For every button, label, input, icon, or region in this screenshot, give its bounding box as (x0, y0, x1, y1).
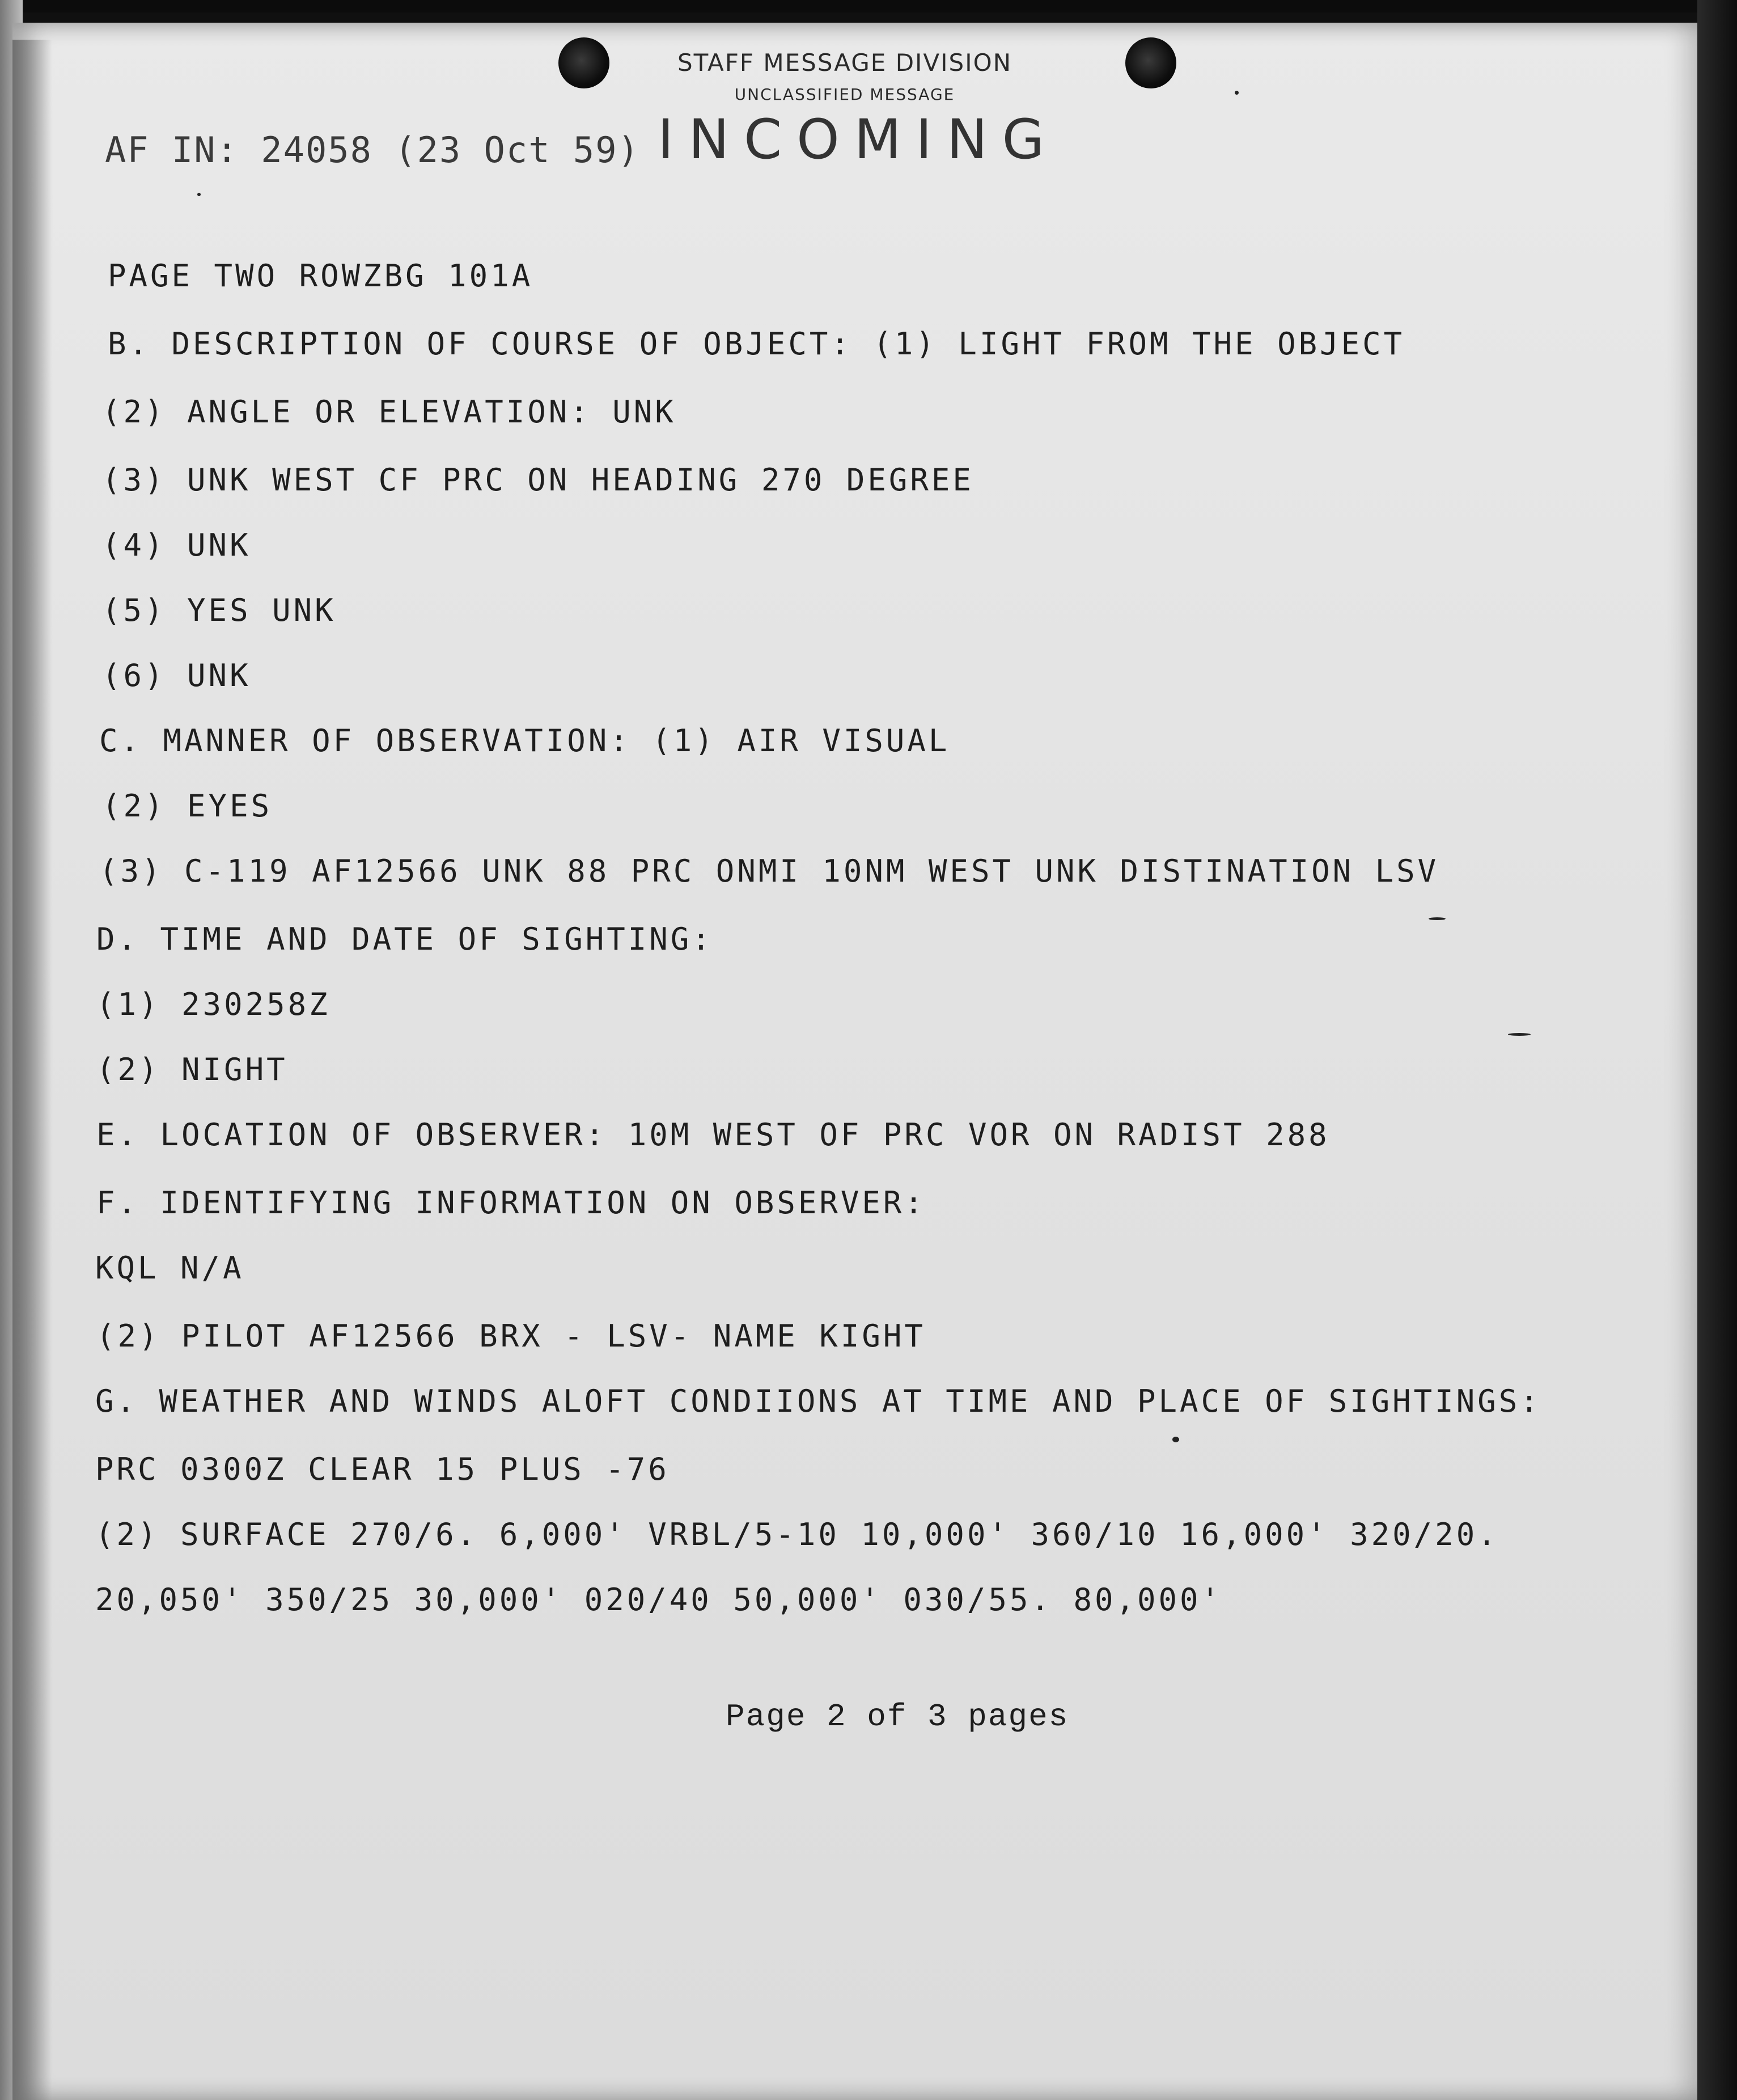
message-line: 20,050' 350/25 30,000' 020/40 50,000' 030/55. 80,000' (95, 1582, 1223, 1618)
message-line: (6) UNK (102, 658, 251, 693)
message-line: B. DESCRIPTION OF COURSE OF OBJECT: (1) LIGHT FROM THE OBJECT (108, 326, 1405, 362)
message-line: (2) SURFACE 270/6. 6,000' VRBL/5-10 10,000' 360/10 16,000' 320/20. (95, 1517, 1499, 1552)
stamp-unclassified: UNCLASSIFIED MESSAGE (734, 85, 955, 104)
af-in-header: AF IN: 24058 (23 Oct 59) (105, 129, 640, 171)
speck (1508, 1033, 1531, 1036)
message-line: (2) NIGHT (96, 1052, 288, 1087)
scan-top-edge (0, 0, 1737, 12)
page-footer: Page 2 of 3 pages (726, 1699, 1069, 1735)
message-line: D. TIME AND DATE OF SIGHTING: (96, 921, 713, 957)
message-line: E. LOCATION OF OBSERVER: 10M WEST OF PRC VOR ON RADIST 288 (96, 1117, 1330, 1153)
message-line: PAGE TWO ROWZBG 101A (108, 258, 533, 294)
message-line: (2) PILOT AF12566 BRX - LSV- NAME KIGHT (96, 1318, 926, 1354)
speck (1429, 917, 1446, 920)
speck (1172, 1437, 1179, 1442)
scan-right-edge (1697, 0, 1737, 2100)
punch-hole-left (558, 37, 609, 88)
message-line: KQL N/A (95, 1250, 244, 1286)
message-line: C. MANNER OF OBSERVATION: (1) AIR VISUAL (99, 723, 950, 759)
message-line: (2) EYES (102, 788, 273, 824)
stamp-division: STAFF MESSAGE DIVISION (677, 49, 1012, 77)
message-line: (4) UNK (102, 527, 251, 563)
page-left-shadow (12, 40, 52, 2100)
message-line: (1) 230258Z (96, 987, 331, 1022)
punch-hole-right (1125, 37, 1176, 88)
message-line: G. WEATHER AND WINDS ALOFT CONDIIONS AT TIME AND PLACE OF SIGHTINGS: (95, 1383, 1541, 1419)
message-line: F. IDENTIFYING INFORMATION ON OBSERVER: (96, 1185, 926, 1221)
message-line: (2) ANGLE OR ELEVATION: UNK (102, 394, 676, 430)
message-line: PRC 0300Z CLEAR 15 PLUS -76 (95, 1451, 670, 1487)
message-line: (5) YES UNK (102, 592, 336, 628)
speck (197, 193, 201, 196)
message-line: (3) C-119 AF12566 UNK 88 PRC ONMI 10NM WEST UNK DISTINATION LSV (99, 853, 1439, 889)
message-line: (3) UNK WEST CF PRC ON HEADING 270 DEGREE (102, 462, 974, 498)
speck (1235, 91, 1239, 95)
stamp-incoming: INCOMING (658, 108, 1060, 171)
